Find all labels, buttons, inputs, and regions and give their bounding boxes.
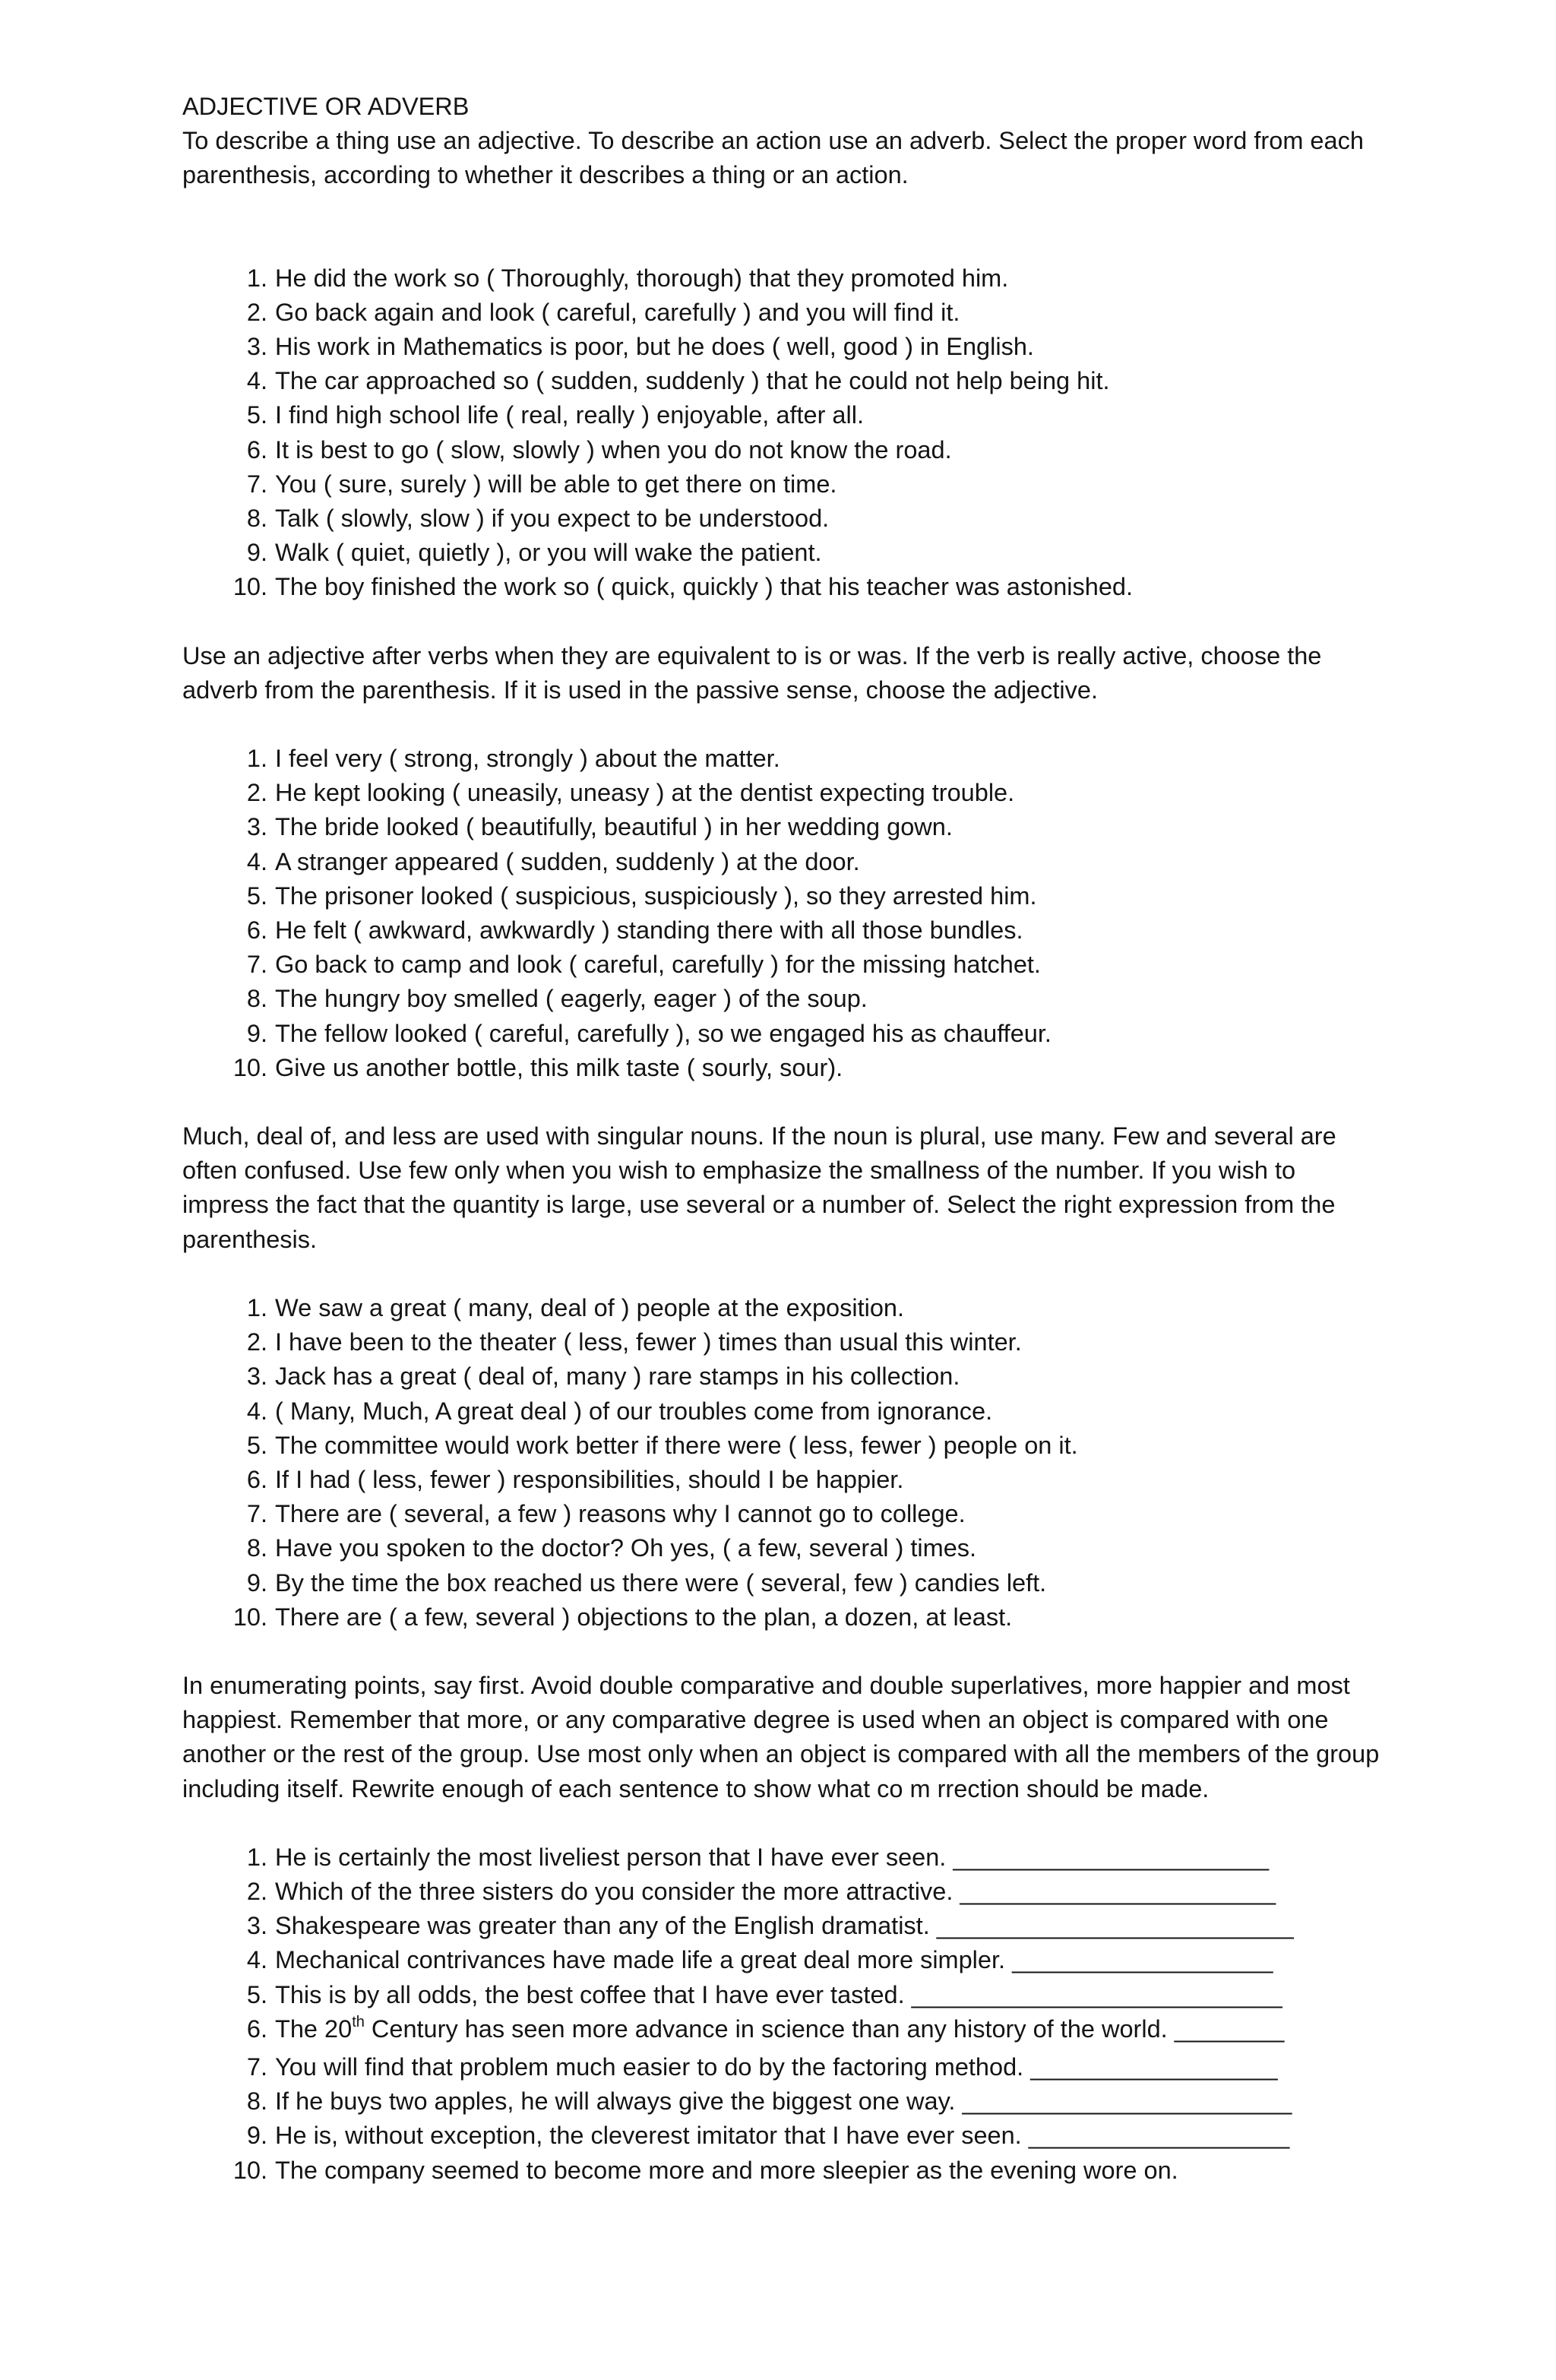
section-4-instruction: In enumerating points, say first. Avoid double comparative and double superlatives, more happier and most happiest. Remember that more, or any comparative degree is used when an object is compared with one another or the rest of the group. Use most only when an object is compared with all the members of the group including itself. Rewrite enough of each sentence to show what co m rrection should be made. — [182, 1671, 1380, 1802]
list-item: 9. The fellow looked ( careful, carefully ), so we engaged his as chauffeur. — [246, 1019, 1052, 1047]
list-item: 7. You will find that problem much easier to do by the factoring method. __________________ — [246, 2052, 1278, 2081]
list-item: 5. The committee would work better if there were ( less, fewer ) people on it. — [246, 1431, 1078, 1459]
list-item: 10. The company seemed to become more and more sleepier as the evening wore on. — [232, 2156, 1178, 2184]
list-item: 10. There are ( a few, several ) objections to the plan, a dozen, at least. — [232, 1603, 1013, 1631]
item-6-after: Century has seen more advance in science than any history of the world. ________ — [364, 2014, 1285, 2043]
intro-paragraph: To describe a thing use an adjective. To describe an action use an adverb. Select the proper word from each parenthesis, according to whether it describes a thing or an action. — [182, 127, 1364, 189]
list-item: 6. The 20th Century has seen more advance in science than any history of the world. ________ — [246, 2013, 1285, 2043]
list-item: 6. He felt ( awkward, awkwardly ) standing there with all those bundles. — [246, 916, 1023, 945]
list-item: 3. His work in Mathematics is poor, but he does ( well, good ) in English. — [246, 333, 1034, 361]
list-item: 3. Shakespeare was greater than any of the English dramatist. __________________________ — [246, 1912, 1294, 1940]
item-6-superscript: th — [352, 2013, 365, 2030]
list-item: 2. I have been to the theater ( less, fewer ) times than usual this winter. — [246, 1328, 1022, 1356]
list-item: 4. Mechanical contrivances have made life a great deal more simpler. ___________________ — [246, 1946, 1273, 1974]
list-item: 7. You ( sure, surely ) will be able to get there on time. — [246, 470, 837, 498]
list-item: 8. Talk ( slowly, slow ) if you expect to be understood. — [246, 505, 830, 533]
list-item: 8. Have you spoken to the doctor? Oh yes, ( a few, several ) times. — [246, 1534, 977, 1562]
list-item: 10. The boy finished the work so ( quick, quickly ) that his teacher was astonished. — [232, 573, 1134, 601]
list-item: 5. This is by all odds, the best coffee that I have ever tasted. ___________________________ — [246, 1980, 1282, 2008]
list-item: 3. Jack has a great ( deal of, many ) rare stamps in his collection. — [246, 1362, 960, 1391]
section-3-instruction: Much, deal of, and less are used with singular nouns. If the noun is plural, use many. Few and several are often confused. Use few only when you wish to emphasize the smallness of the number. If you wish to impress the fact that the quantity is large, use several or a number of. Select the right expression from the parenthesis. — [182, 1122, 1336, 1253]
list-item: 4. ( Many, Much, A great deal ) of our troubles come from ignorance. — [246, 1397, 993, 1425]
list-item: 9. By the time the box reached us there were ( several, few ) candies left. — [246, 1568, 1047, 1597]
list-item: 7. There are ( several, a few ) reasons why I cannot go to college. — [246, 1500, 966, 1528]
list-item: 2. He kept looking ( uneasily, uneasy ) at the dentist expecting trouble. — [246, 779, 1015, 807]
list-item: 9. He is, without exception, the cleverest imitator that I have ever seen. ___________________ — [246, 2122, 1290, 2150]
list-item: 3. The bride looked ( beautifully, beautiful ) in her wedding gown. — [246, 813, 953, 841]
list-item: 2. Which of the three sisters do you consider the more attractive. _______________________ — [246, 1877, 1276, 1905]
list-item: 1. I feel very ( strong, strongly ) about the matter. — [246, 745, 780, 773]
list-item: 2. Go back again and look ( careful, carefully ) and you will find it. — [246, 298, 960, 326]
list-item: 6. It is best to go ( slow, slowly ) when you do not know the road. — [246, 435, 952, 464]
list-item: 5. I find high school life ( real, really ) enjoyable, after all. — [246, 401, 864, 429]
list-item: 10. Give us another bottle, this milk taste ( sourly, sour). — [232, 1053, 843, 1081]
list-item: 5. The prisoner looked ( suspicious, suspiciously ), so they arrested him. — [246, 881, 1037, 910]
section-4-list — [182, 1840, 1383, 2188]
list-item: 1. He did the work so ( Thoroughly, thorough) that they promoted him. — [246, 264, 1009, 292]
list-item: 1. We saw a great ( many, deal of ) people at the exposition. — [246, 1293, 905, 1321]
section-1-list — [182, 261, 1383, 605]
list-item: 8. The hungry boy smelled ( eagerly, eager ) of the soup. — [246, 985, 868, 1013]
worksheet-title: ADJECTIVE OR ADVERB — [182, 93, 470, 120]
section-3-list — [182, 1291, 1383, 1635]
worksheet-page — [182, 90, 1383, 2188]
list-item: 7. Go back to camp and look ( careful, carefully ) for the missing hatchet. — [246, 951, 1041, 979]
list-item: 4. The car approached so ( sudden, suddenly ) that he could not help being hit. — [246, 367, 1110, 395]
section-2-list — [182, 742, 1383, 1085]
list-item: 6. If I had ( less, fewer ) responsibilities, should I be happier. — [246, 1465, 904, 1493]
list-item: 4. A stranger appeared ( sudden, suddenly ) at the door. — [246, 847, 860, 875]
section-2-instruction: Use an adjective after verbs when they are equivalent to is or was. If the verb is really active, choose the adverb from the parenthesis. If it is used in the passive sense, choose the adjective. — [182, 641, 1322, 704]
list-item: 9. Walk ( quiet, quietly ), or you will wake the patient. — [246, 539, 822, 567]
list-item: 1. He is certainly the most liveliest person that I have ever seen. _______________________ — [246, 1843, 1270, 1871]
item-6-before: The 20 — [275, 2014, 353, 2043]
list-item: 8. If he buys two apples, he will always give the biggest one way. ________________________ — [246, 2087, 1292, 2116]
